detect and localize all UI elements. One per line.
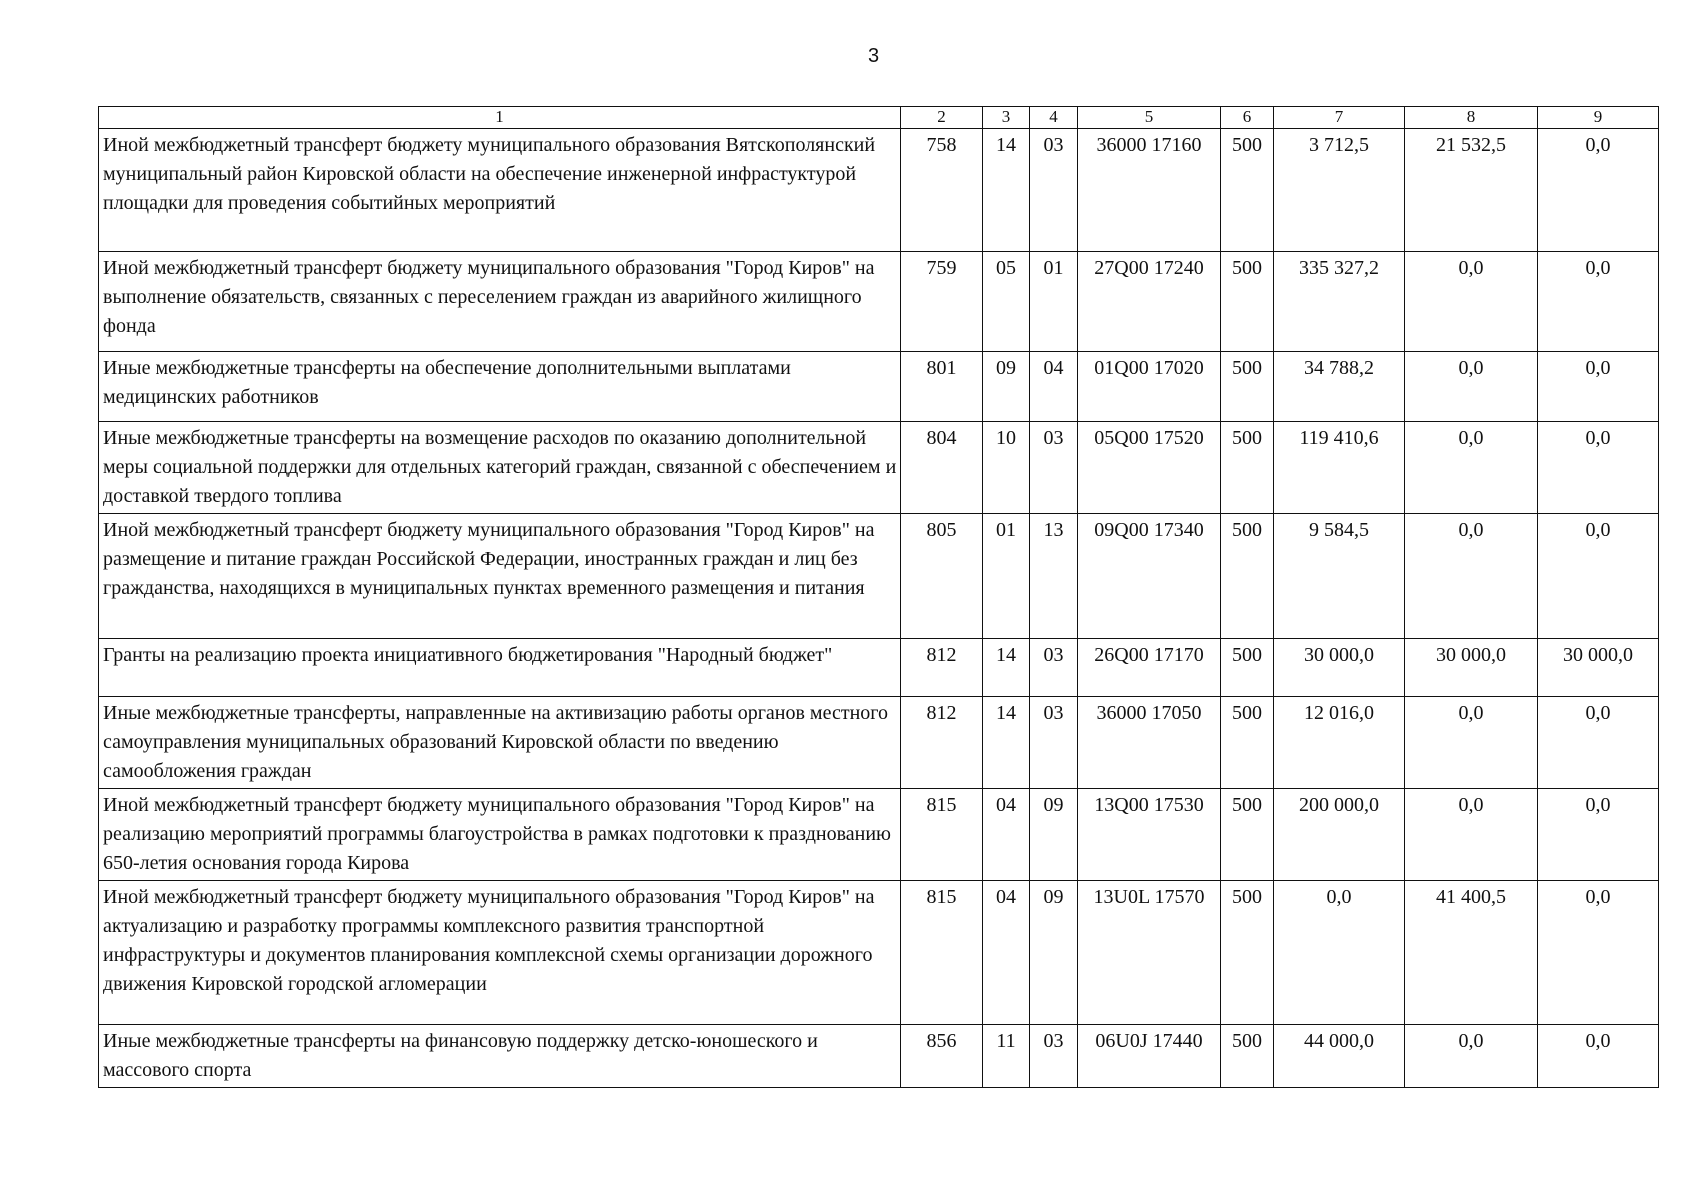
table-cell: 0,0 [1405, 789, 1538, 881]
table-cell: 36000 17050 [1078, 697, 1221, 789]
table-cell: 500 [1221, 789, 1274, 881]
budget-table [98, 106, 1659, 1088]
table-row [99, 1025, 1659, 1088]
table-cell: 09 [983, 352, 1030, 422]
table-cell: 0,0 [1538, 129, 1659, 252]
transfer-name-cell: Иной межбюджетный трансферт бюджету муниципального образования "Город Киров" на размещение и питание граждан Российской Федерации, иностранных граждан и лиц без гражданства, находящихся в муниципальных пунктах временного размещения и питания [99, 514, 901, 639]
table-cell: 10 [983, 422, 1030, 514]
table-row [99, 697, 1659, 789]
table-row [99, 352, 1659, 422]
table-cell: 335 327,2 [1274, 252, 1405, 352]
table-cell: 805 [901, 514, 983, 639]
transfer-name-cell: Иные межбюджетные трансферты на финансовую поддержку детско-юношеского и массового спорта [99, 1025, 901, 1088]
transfer-name-cell: Иные межбюджетные трансферты, направленные на активизацию работы органов местного самоуправления муниципальных образований Кировской области по введению самообложения граждан [99, 697, 901, 789]
column-header: 8 [1405, 107, 1538, 129]
table-row [99, 639, 1659, 697]
transfer-name-cell: Иные межбюджетные трансферты на обеспечение дополнительными выплатами медицинских работников [99, 352, 901, 422]
table-cell: 04 [1030, 352, 1078, 422]
table-cell: 500 [1221, 881, 1274, 1025]
column-header: 7 [1274, 107, 1405, 129]
table-cell: 03 [1030, 422, 1078, 514]
table-cell: 801 [901, 352, 983, 422]
table-cell: 815 [901, 789, 983, 881]
table-cell: 500 [1221, 697, 1274, 789]
table-cell: 0,0 [1538, 514, 1659, 639]
table-cell: 0,0 [1405, 422, 1538, 514]
table-cell: 500 [1221, 514, 1274, 639]
table-cell: 815 [901, 881, 983, 1025]
table-cell: 500 [1221, 129, 1274, 252]
table-cell: 34 788,2 [1274, 352, 1405, 422]
table-cell: 13U0L 17570 [1078, 881, 1221, 1025]
table-cell: 41 400,5 [1405, 881, 1538, 1025]
table-cell: 500 [1221, 352, 1274, 422]
table-cell: 0,0 [1405, 514, 1538, 639]
column-header: 3 [983, 107, 1030, 129]
column-header: 6 [1221, 107, 1274, 129]
table-row [99, 129, 1659, 252]
column-header: 2 [901, 107, 983, 129]
transfer-name-cell: Иной межбюджетный трансферт бюджету муниципального образования "Город Киров" на реализацию мероприятий программы благоустройства в рамках подготовки к празднованию 650-летия основания города Кирова [99, 789, 901, 881]
table-cell: 500 [1221, 252, 1274, 352]
table-cell: 14 [983, 129, 1030, 252]
table-row [99, 881, 1659, 1025]
column-number-row [99, 107, 1659, 129]
table-cell: 27Q00 17240 [1078, 252, 1221, 352]
table-cell: 0,0 [1405, 1025, 1538, 1088]
table-row [99, 422, 1659, 514]
table-cell: 0,0 [1538, 789, 1659, 881]
table-cell: 04 [983, 881, 1030, 1025]
table-cell: 759 [901, 252, 983, 352]
table-cell: 13Q00 17530 [1078, 789, 1221, 881]
table-cell: 0,0 [1538, 352, 1659, 422]
table-cell: 12 016,0 [1274, 697, 1405, 789]
transfer-name-cell: Иной межбюджетный трансферт бюджету муниципального образования "Город Киров" на актуализацию и разработку программы комплексного развития транспортной инфраструктуры и документов планирования комплексной схемы организации дорожного движения Кировской городской агломерации [99, 881, 901, 1025]
table-row [99, 514, 1659, 639]
table-cell: 3 712,5 [1274, 129, 1405, 252]
column-header: 4 [1030, 107, 1078, 129]
table-cell: 01 [983, 514, 1030, 639]
table-cell: 06U0J 17440 [1078, 1025, 1221, 1088]
table-cell: 14 [983, 697, 1030, 789]
page-number: 3 [868, 45, 880, 67]
table-cell: 01Q00 17020 [1078, 352, 1221, 422]
table-cell: 500 [1221, 1025, 1274, 1088]
table-cell: 44 000,0 [1274, 1025, 1405, 1088]
table-cell: 856 [901, 1025, 983, 1088]
table-row [99, 252, 1659, 352]
table-cell: 09 [1030, 789, 1078, 881]
table-cell: 0,0 [1538, 252, 1659, 352]
transfer-name-cell: Иной межбюджетный трансферт бюджету муниципального образования "Город Киров" на выполнение обязательств, связанных с переселением граждан из аварийного жилищного фонда [99, 252, 901, 352]
table-cell: 0,0 [1538, 1025, 1659, 1088]
table-cell: 03 [1030, 639, 1078, 697]
table-cell: 500 [1221, 422, 1274, 514]
table-cell: 500 [1221, 639, 1274, 697]
table-cell: 03 [1030, 1025, 1078, 1088]
table-cell: 30 000,0 [1405, 639, 1538, 697]
table-cell: 03 [1030, 697, 1078, 789]
table-cell: 09 [1030, 881, 1078, 1025]
table-cell: 36000 17160 [1078, 129, 1221, 252]
table-row [99, 789, 1659, 881]
table-cell: 0,0 [1405, 352, 1538, 422]
table-cell: 0,0 [1274, 881, 1405, 1025]
table-cell: 30 000,0 [1538, 639, 1659, 697]
table-cell: 9 584,5 [1274, 514, 1405, 639]
table-cell: 13 [1030, 514, 1078, 639]
table-cell: 0,0 [1538, 422, 1659, 514]
table-cell: 0,0 [1538, 881, 1659, 1025]
table-cell: 30 000,0 [1274, 639, 1405, 697]
table-cell: 200 000,0 [1274, 789, 1405, 881]
table-cell: 812 [901, 697, 983, 789]
table-cell: 21 532,5 [1405, 129, 1538, 252]
table-cell: 09Q00 17340 [1078, 514, 1221, 639]
table-cell: 04 [983, 789, 1030, 881]
table-cell: 119 410,6 [1274, 422, 1405, 514]
column-header: 9 [1538, 107, 1659, 129]
table-cell: 01 [1030, 252, 1078, 352]
table-cell: 0,0 [1405, 697, 1538, 789]
table-cell: 0,0 [1538, 697, 1659, 789]
table-cell: 0,0 [1405, 252, 1538, 352]
table-cell: 03 [1030, 129, 1078, 252]
table-cell: 804 [901, 422, 983, 514]
table-cell: 05 [983, 252, 1030, 352]
transfer-name-cell: Гранты на реализацию проекта инициативного бюджетирования "Народный бюджет" [99, 639, 901, 697]
column-header: 5 [1078, 107, 1221, 129]
table-cell: 812 [901, 639, 983, 697]
transfer-name-cell: Иные межбюджетные трансферты на возмещение расходов по оказанию дополнительной меры социальной поддержки для отдельных категорий граждан, связанной с обеспечением и доставкой твердого топлива [99, 422, 901, 514]
table-cell: 05Q00 17520 [1078, 422, 1221, 514]
table-cell: 26Q00 17170 [1078, 639, 1221, 697]
table-cell: 14 [983, 639, 1030, 697]
table-cell: 758 [901, 129, 983, 252]
transfer-name-cell: Иной межбюджетный трансферт бюджету муниципального образования Вятскополянский муниципальный район Кировской области на обеспечение инженерной инфрастуктурой площадки для проведения событийных мероприятий [99, 129, 901, 252]
table-cell: 11 [983, 1025, 1030, 1088]
column-header: 1 [99, 107, 901, 129]
